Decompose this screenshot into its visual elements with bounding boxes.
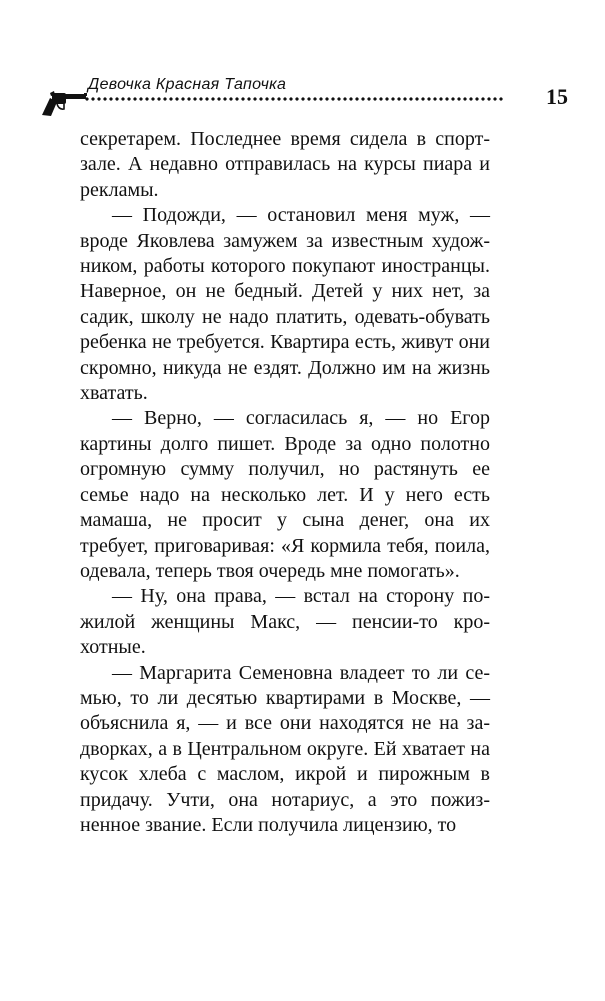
paragraph-1: секретарем. Последнее время сидела в спортзале. А недавно отправилась на курсы пиара и рекламы. [80,128,490,201]
body-text [80,127,490,838]
revolver-icon [40,90,88,118]
paragraph-5: — Маргарита Семеновна владеет то ли семью, то ли десятью квартирами в Москве, — объяснила я, — и все они находятся не на задворках, а в Центральном округе. Ей хватает на кусок хлеба с маслом, икрой и пирожным в придачу. Учти, она нотариус, а это пожизненное звание. Если получила лицензию, то [80,661,490,836]
paragraph-3: — Верно, — согласилась я, — но Егор картины долго пишет. Вроде за одно полотно огромную сумму получил, но растянуть ее семье надо на несколько лет. И у него есть мамаша, не просит у сына денег, она их требует, приговаривая: «Я кормила тебя, поила, одевала, теперь твоя очередь мне помогать». [80,407,490,582]
page-header [40,76,570,120]
page-number: 15 [546,84,568,109]
dotted-leader [84,96,504,102]
running-title: Девочка Красная Тапочка [88,76,287,93]
paragraph-2: — Подожди, — остановил меня муж, — вроде Яковлева замужем за известным художником, работы которого покупают иностранцы. Наверное, он не бедный. Детей у них нет, за садик, школу не надо платить, одевать-обувать ребенка не требуется. Квартира есть, живут они скромно, никуда не ездят. Должно им на жизнь хватать. [80,204,490,405]
paragraph-4: — Ну, она права, — встал на сторону пожилой женщины Макс, — пенсии-то крохотные. [80,585,490,659]
